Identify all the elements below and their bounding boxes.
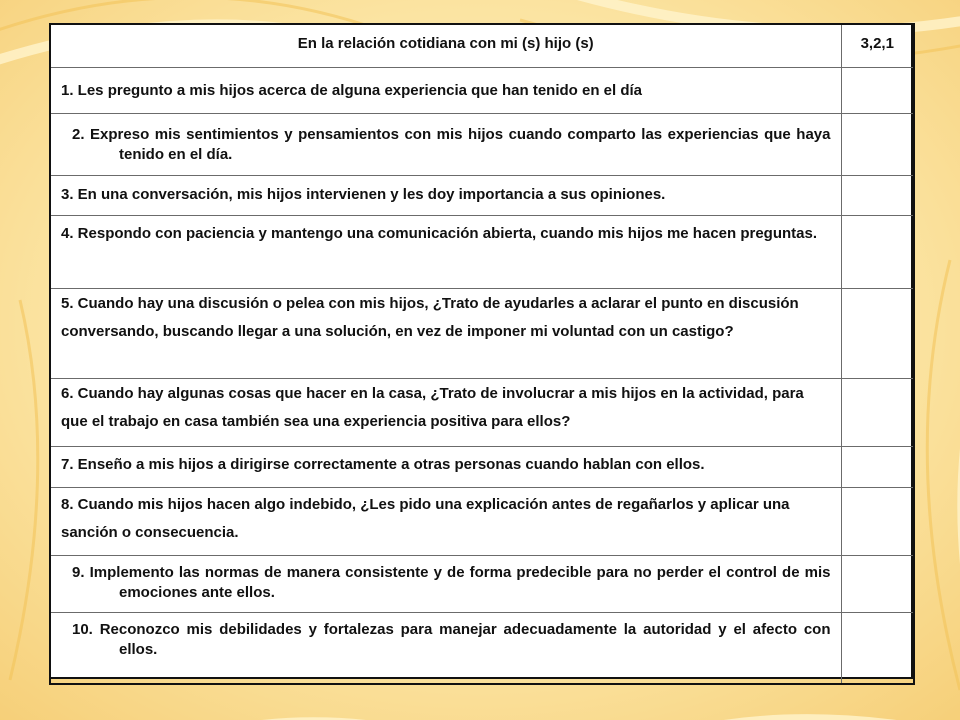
question-cell xyxy=(50,487,841,555)
question-text: 8. Cuando mis hijos hacen algo indebido, ¿Les pido una explicación antes de regañarlos y aplicar una sanción o consecuencia. xyxy=(61,495,790,541)
parenting-questionnaire-table xyxy=(49,23,915,685)
question-cell xyxy=(50,67,841,113)
score-cell[interactable] xyxy=(841,555,914,612)
score-cell[interactable] xyxy=(841,215,914,288)
question-text: 5. Cuando hay una discusión o pelea con mis hijos, ¿Trato de ayudarles a aclarar el punto en discusión conversando, buscando llegar a una solución, en vez de imponer mi voluntad con un castigo? xyxy=(61,294,799,340)
question-cell xyxy=(50,378,841,446)
table-header-row xyxy=(50,24,914,67)
question-text: 6. Cuando hay algunas cosas que hacer en la casa, ¿Trato de involucrar a mis hijos en la actividad, para que el trabajo en casa también sea una experiencia positiva para ellos? xyxy=(61,384,804,430)
table-row xyxy=(50,113,914,175)
question-text: 4. Respondo con paciencia y mantengo una comunicación abierta, cuando mis hijos me hacen preguntas. xyxy=(61,224,818,242)
score-cell[interactable] xyxy=(841,67,914,113)
table-row xyxy=(50,175,914,215)
question-cell xyxy=(50,215,841,288)
table-row xyxy=(50,288,914,378)
score-cell[interactable] xyxy=(841,288,914,378)
table-row xyxy=(50,555,914,612)
question-cell xyxy=(50,446,841,487)
score-cell[interactable] xyxy=(841,378,914,446)
score-cell[interactable] xyxy=(841,113,914,175)
score-cell[interactable] xyxy=(841,175,914,215)
question-text: 3. En una conversación, mis hijos intervienen y les doy importancia a sus opiniones. xyxy=(61,185,666,203)
score-cell[interactable] xyxy=(841,487,914,555)
header-score-cell: 3,2,1 xyxy=(841,24,914,67)
question-cell xyxy=(50,612,841,684)
table-row xyxy=(50,487,914,555)
question-text: 1. Les pregunto a mis hijos acerca de alguna experiencia que han tenido en el día xyxy=(61,81,643,99)
question-text: 10. Reconozco mis debilidades y fortalezas para manejar adecuadamente la autoridad y el afecto con ellos. xyxy=(72,620,831,658)
table-row xyxy=(50,446,914,487)
question-cell xyxy=(50,113,841,175)
question-cell xyxy=(50,175,841,215)
question-cell xyxy=(50,555,841,612)
question-text: 9. Implemento las normas de manera consistente y de forma predecible para no perder el control de mis emociones ante ellos. xyxy=(72,563,831,601)
score-cell[interactable] xyxy=(841,446,914,487)
header-question-cell: En la relación cotidiana con mi (s) hijo (s) xyxy=(50,24,841,67)
table-row xyxy=(50,215,914,288)
table-row xyxy=(50,67,914,113)
question-text: 2. Expreso mis sentimientos y pensamientos con mis hijos cuando comparto las experiencias que haya tenido en el día. xyxy=(72,125,831,163)
question-cell xyxy=(50,288,841,378)
table-row xyxy=(50,612,914,684)
question-text: 7. Enseño a mis hijos a dirigirse correctamente a otras personas cuando hablan con ellos. xyxy=(61,455,705,473)
score-cell[interactable] xyxy=(841,612,914,684)
table-row xyxy=(50,378,914,446)
